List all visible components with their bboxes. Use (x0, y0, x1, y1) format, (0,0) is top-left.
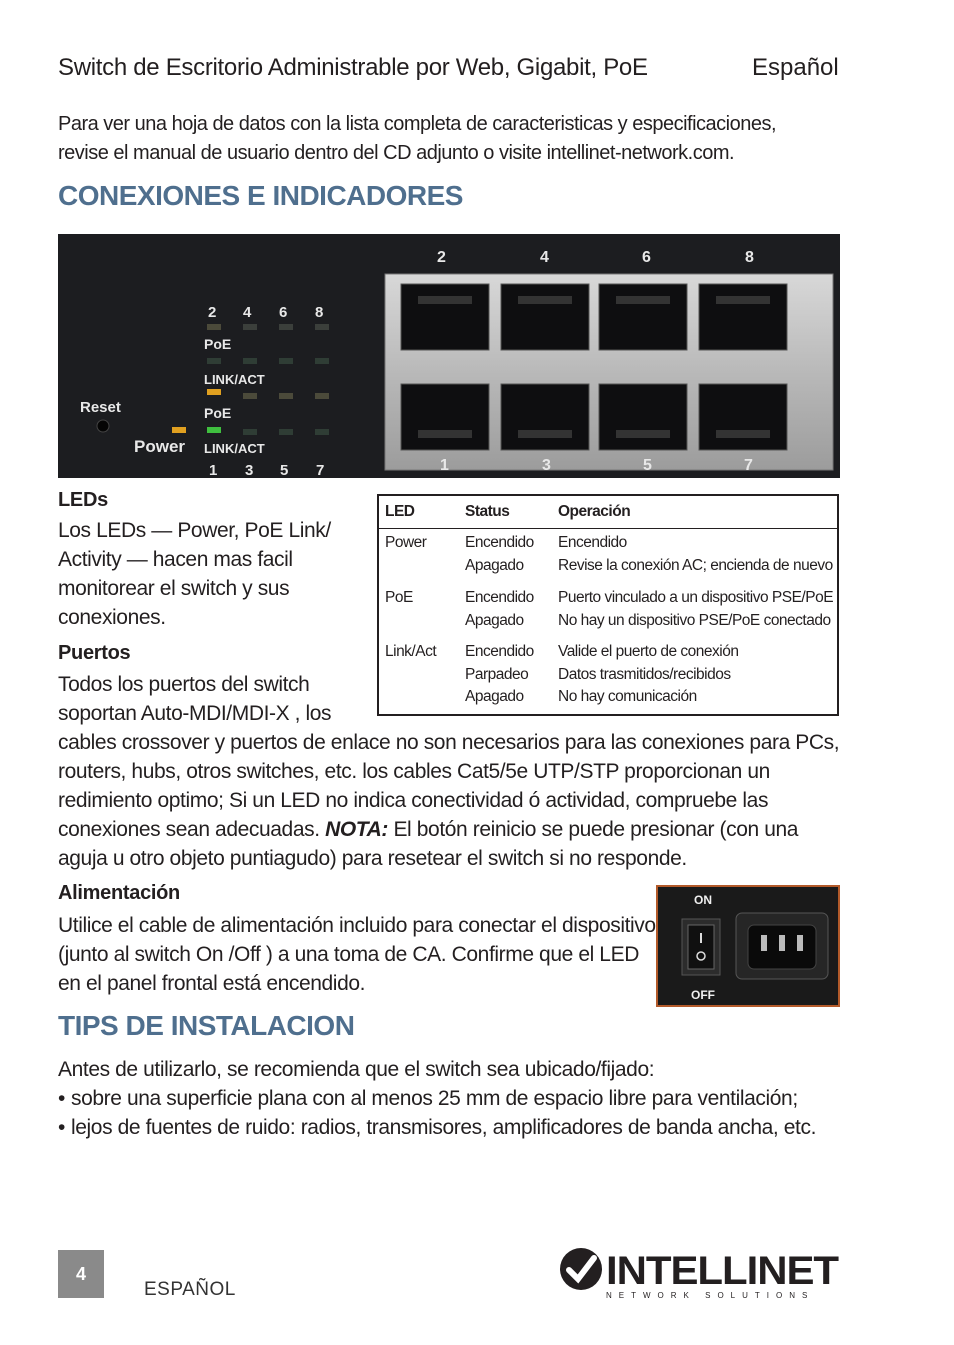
port-label-top: 2 (437, 249, 446, 266)
ethernet-port-icon (599, 284, 687, 350)
operation-line: No hay un dispositivo PSE/PoE conectado (558, 611, 831, 629)
led-number: 1 (209, 462, 218, 478)
ethernet-port-icon (599, 384, 687, 450)
port-label-top: 8 (745, 249, 754, 266)
cell-led: Link/Act (385, 643, 437, 660)
table-header-operation: Operación (558, 503, 631, 520)
power-text: Utilice el cable de alimentación incluido para conectar el dispositivo (junto al switch On /Off ) a una toma de CA. Confirme que el LED en el panel frontal está encendido. (58, 914, 656, 995)
link-act-label: LINK/ACT (204, 441, 265, 456)
ethernet-port-icon (699, 284, 787, 350)
ethernet-port-icon (401, 384, 489, 450)
switch-off-label: OFF (691, 988, 715, 1002)
led-number: 8 (315, 304, 324, 321)
led-number: 6 (279, 304, 288, 321)
status-line: Encendido (465, 643, 534, 660)
table-header-status: Status (465, 503, 510, 520)
ports-text-2b: El botón reinicio se puede presionar (con una aguja u otro objeto puntiagudo) para resetear el switch si no responde. (58, 818, 799, 870)
operation-line: No hay comunicación (558, 688, 697, 705)
operation-line: Datos trasmitidos/recibidos (558, 665, 731, 683)
ports-text-2 (58, 728, 848, 873)
cell-operation (558, 587, 833, 632)
bullet-text: sobre una superficie plana con al menos 25 mm de espacio libre para ventilación; (71, 1087, 798, 1110)
poe-label: PoE (204, 336, 232, 352)
port-label-bottom: 3 (542, 457, 551, 474)
reset-button-icon (97, 420, 109, 432)
power-heading: Alimentación (58, 882, 180, 904)
logo-graphic (558, 1246, 840, 1302)
port-label-top: 6 (642, 249, 651, 266)
switch-on-label: ON (694, 893, 712, 907)
status-line: Apagado (465, 556, 524, 574)
cell-led: Power (385, 534, 427, 551)
operation-line: Revise la conexión AC; encienda de nuevo (558, 556, 833, 574)
operation-line: Valide el puerto de conexión (558, 643, 739, 660)
power-switch-illustration (658, 887, 838, 1005)
status-line: Apagado (465, 688, 524, 705)
bullet-text: lejos de fuentes de ruido: radios, transmisores, amplificadores de banda ancha, etc. (71, 1116, 817, 1139)
ethernet-port-icon (699, 384, 787, 450)
logo-tagline: NETWORK SOLUTIONS (606, 1291, 815, 1300)
cell-operation (558, 532, 833, 577)
link-act-label: LINK/ACT (204, 372, 265, 387)
poe-label: PoE (204, 405, 232, 421)
port-label-bottom: 7 (744, 457, 753, 474)
power-switch-photo (656, 885, 840, 1007)
ethernet-port-icon (501, 384, 589, 450)
tips-intro: Antes de utilizarlo, se recomienda que el switch sea ubicado/fijado: (58, 1058, 655, 1081)
ports-text-1: Todos los puertos del switch soportan Auto-MDI/MDI-X , los (58, 673, 332, 725)
cell-operation (558, 641, 738, 709)
intellinet-logo (558, 1246, 840, 1302)
reset-label: Reset (80, 399, 121, 416)
status-line: Apagado (465, 611, 524, 629)
status-line: Encendido (465, 589, 534, 606)
ethernet-port-icon (501, 284, 589, 350)
table-header-row (379, 496, 837, 529)
led-number: 2 (208, 304, 217, 321)
front-panel-illustration (58, 234, 840, 478)
footer-language: ESPAÑOL (144, 1279, 236, 1300)
header-title: Switch de Escritorio Administrable por Web, Gigabit, PoE (58, 54, 648, 81)
intro-line-1: Para ver una hoja de datos con la lista completa de caracteristicas y especificaciones, (58, 113, 777, 135)
bullet-icon: • (58, 1087, 65, 1110)
cell-status (465, 641, 534, 709)
operation-line: Encendido (558, 534, 627, 551)
logo-text: INTELLINET (606, 1249, 839, 1293)
note-label: NOTA: (325, 818, 389, 841)
ports-heading: Puertos (58, 642, 131, 664)
led-number: 5 (280, 462, 289, 478)
power-label: Power (134, 437, 186, 456)
page-number: 4 (58, 1250, 104, 1298)
operation-line: Puerto vinculado a un dispositivo PSE/PoE (558, 589, 834, 606)
header-language: Español (752, 54, 839, 81)
section-heading-tips: TIPS DE INSTALACION (58, 1010, 355, 1041)
port-label-bottom: 1 (440, 457, 449, 474)
bullet-icon: • (58, 1116, 65, 1139)
status-line: Encendido (465, 534, 534, 551)
ports-text-2a: cables crossover y puertos de enlace no son necesarios para las conexiones para PCs, routers, hubs, otros switches, etc. los cables Cat5/5e UTP/STP proporcionan un redimiento optimo; Si un LED no indica conectividad ó actividad, compruebe las conexiones sean adecuadas. (58, 731, 840, 841)
led-number: 4 (243, 304, 252, 321)
list-item (58, 1084, 878, 1113)
front-panel-photo (58, 234, 840, 478)
status-line: Parpadeo (465, 665, 529, 683)
power-led-icon (172, 427, 186, 433)
led-orange-icon (207, 389, 221, 395)
led-number: 3 (245, 462, 254, 478)
table-header-led: LED (385, 503, 415, 520)
led-green-icon (207, 427, 221, 433)
intro-line-2: revise el manual de usuario dentro del CD adjunto o visite intellinet-network.com. (58, 142, 735, 164)
leds-heading: LEDs (58, 489, 108, 511)
cell-status (465, 587, 534, 632)
port-label-bottom: 5 (643, 457, 652, 474)
leds-text: Los LEDs — Power, PoE Link/ Activity — hacen mas facil monitorear el switch y sus conexiones. (58, 519, 331, 629)
ethernet-port-icon (401, 284, 489, 350)
cell-led: PoE (385, 589, 413, 606)
port-label-top: 4 (540, 249, 549, 266)
list-item (58, 1113, 878, 1142)
cell-status (465, 532, 534, 577)
intro-paragraph (58, 110, 858, 168)
led-number: 7 (316, 462, 325, 478)
led-status-table (377, 494, 839, 716)
tips-text (58, 1055, 878, 1142)
section-heading-connections: CONEXIONES E INDICADORES (58, 180, 463, 211)
